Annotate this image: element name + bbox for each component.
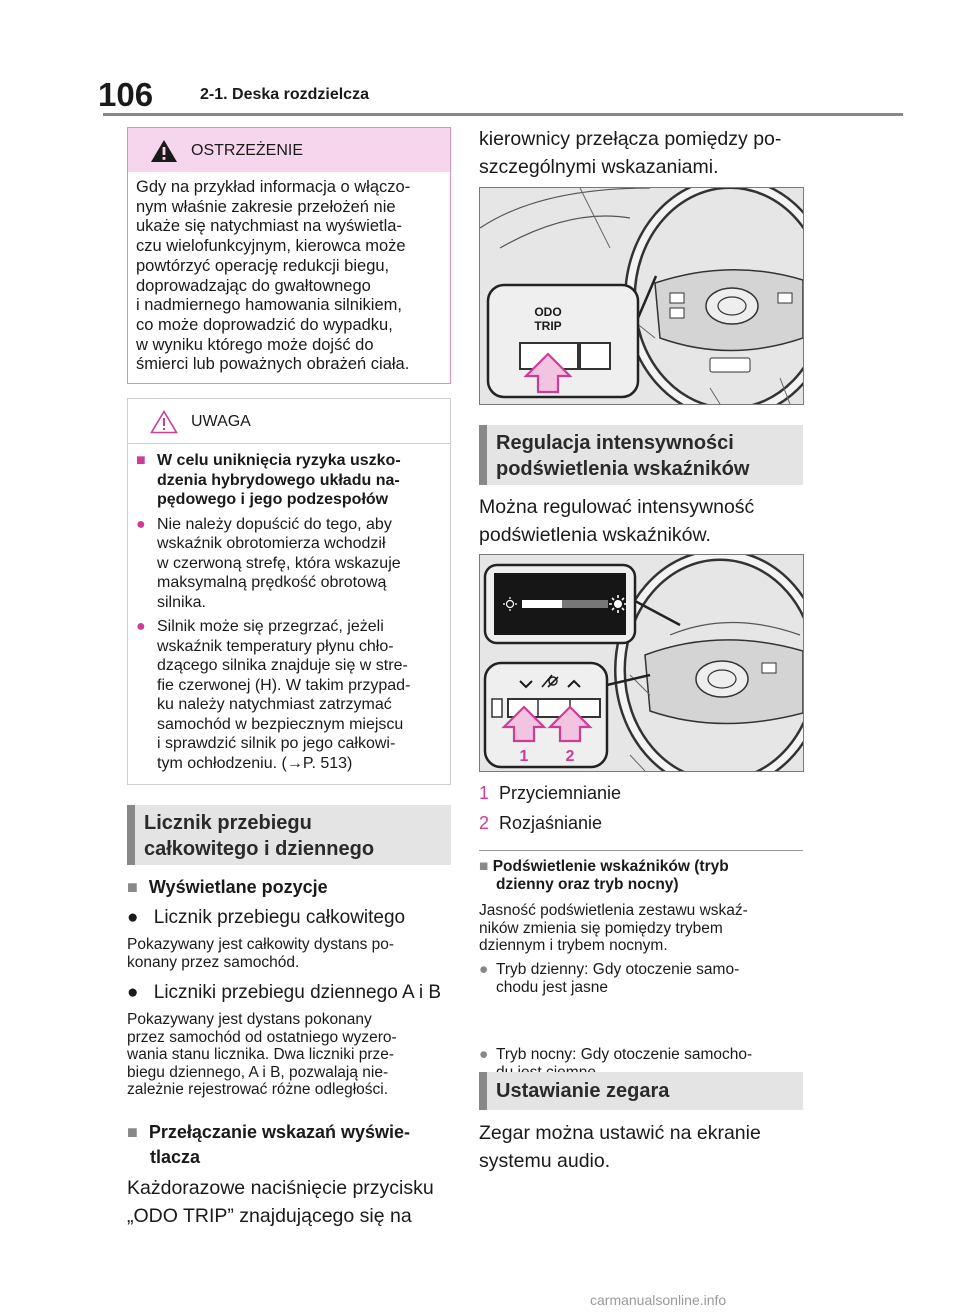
text-line: ników zmienia się pomiędzy trybem: [479, 919, 723, 937]
section-bar-brightness: [479, 425, 803, 485]
square-bullet-icon: ■: [127, 1122, 138, 1142]
legend-item-2: [479, 813, 602, 834]
trip-text: [127, 1011, 397, 1099]
caution-title: UWAGA: [191, 413, 251, 430]
text-line: Jasność podświetlenia zestawu wskaź-: [479, 902, 748, 919]
section-title: 2-1. Deska rozdzielcza: [200, 86, 369, 103]
day-night-text: [479, 902, 748, 955]
warning-line: w wyniku którego może dojść do: [136, 335, 374, 354]
square-bullet-icon: ■: [479, 858, 489, 875]
caution-line: i sprawdzić silnik po jego całkowi-: [157, 735, 396, 752]
section-bar-clock: Ustawianie zegara: [479, 1072, 803, 1110]
text-line: dziennym i trybem nocnym.: [479, 937, 668, 954]
caution-line: maksymalną prędkość obrotową: [157, 574, 387, 591]
caution-box: [127, 398, 451, 785]
switching-text: [127, 1174, 434, 1230]
section-bar-line: Licznik przebiegu: [144, 812, 312, 834]
text-line: biegu dziennego, A i B, pozwalają nie-: [127, 1063, 389, 1081]
legend-item-1: [479, 783, 621, 804]
day-mode-item: [479, 961, 960, 996]
warning-line: co może doprowadzić do wypadku,: [136, 315, 393, 334]
text-line: podświetlenia wskaźników.: [479, 524, 711, 546]
text-line: systemu audio.: [479, 1150, 611, 1172]
warning-line: śmierci lub poważnych obrażeń ciała.: [136, 355, 410, 374]
dot-bullet-icon: ●: [127, 982, 139, 1003]
text-line: Tryb nocny: Gdy otoczenie samocho-: [496, 1046, 753, 1063]
caution-line: tym ochłodzeniu. (→P. 513): [157, 754, 353, 772]
legend-text: Rozjaśnianie: [499, 813, 603, 833]
warning-line: czu wielofunkcyjnym, kierowca może: [136, 237, 406, 256]
warning-line: ukaże się natychmiast na wyświetla-: [136, 217, 402, 236]
fig-num-2: 2: [565, 748, 575, 765]
warning-line: nym właśnie zakresie przełożeń nie: [136, 197, 396, 216]
caution-heading: [136, 451, 442, 510]
brightness-text: [479, 493, 754, 549]
text-line: przez samochód od ostatniego wyzero-: [127, 1028, 397, 1046]
dot-bullet-icon: ●: [127, 907, 139, 928]
warning-triangle-icon: [150, 139, 178, 163]
text-line: Pokazywany jest dystans pokonany: [127, 1011, 372, 1028]
steering-wheel-drawing: [480, 188, 803, 404]
fig-num-1: 1: [519, 748, 529, 765]
caution-triangle-icon: [150, 410, 178, 434]
dot-bullet-icon: ●: [479, 1046, 489, 1063]
divider: [479, 850, 803, 851]
caution-line: wskaźnik temperatury płynu chło-: [157, 637, 394, 655]
caution-line: fie czerwonej (H). W takim przypad-: [157, 676, 411, 694]
odo-trip-illustration: [479, 187, 804, 405]
caution-line: silnika.: [157, 593, 206, 611]
caution-heading-line: dzenia hybrydowego układu na-: [157, 471, 400, 489]
warning-box: [127, 127, 451, 384]
dot-bullet-icon: ●: [479, 961, 489, 978]
warning-header: [128, 128, 450, 172]
clock-text: [479, 1119, 761, 1175]
brightness-illustration: [479, 554, 804, 772]
subheading-switching: ■ Przełączanie wskazań wyświe- tlacza: [127, 1122, 411, 1167]
warning-text: [128, 172, 450, 375]
odo-label-line-2: TRIP: [534, 319, 562, 333]
caution-heading-line: W celu uniknięcia ryzyka uszko-: [157, 452, 401, 469]
caution-line: ku należy natychmiast zatrzymać: [157, 696, 392, 713]
warning-line: i nadmiernego hamowania silnikiem,: [136, 296, 402, 315]
caution-header: [128, 399, 450, 444]
text-line: chodu jest jasne: [496, 978, 609, 996]
section-bar-odometer: [127, 805, 451, 865]
header-rule: [103, 113, 903, 116]
switching-text-cont: [479, 125, 781, 181]
text-line: kierownicy przełącza pomiędzy po-: [479, 128, 782, 150]
text-line: wania stanu licznika. Dwa liczniki prze-: [127, 1046, 395, 1063]
dot-bullet-icon: ●: [136, 515, 146, 533]
caution-line: wskaźnik obrotomierza wchodził: [157, 535, 386, 552]
legend-number: 2: [479, 813, 490, 833]
text-line: Pokazywany jest całkowity dystans po-: [127, 936, 395, 953]
section-bar-line: całkowitego i dziennego: [144, 838, 375, 860]
text-line: Można regulować intensywność: [479, 496, 755, 518]
text-line: Każdorazowe naciśnięcie przycisku: [127, 1177, 434, 1199]
brightness-drawing: [480, 555, 803, 771]
caution-line: Silnik może się przegrzać, jeżeli: [157, 618, 384, 635]
item-trip: ● Liczniki przebiegu dziennego A i B: [127, 982, 442, 1003]
text-line: szczególnymi wskazaniami.: [479, 156, 719, 178]
caution-bullet-1: [136, 515, 442, 613]
watermark: carmanualsonline.info: [590, 1292, 727, 1308]
caution-line: dzącego silnika znajduje się w stre-: [157, 657, 408, 674]
odometer-text: [127, 936, 394, 971]
section-bar-line: podświetlenia wskaźników: [496, 458, 750, 480]
subheading-day-night: ■ Podświetlenie wskaźników (tryb dzienny oraz tryb nocny): [479, 858, 729, 893]
legend-text: Przyciemnianie: [499, 783, 622, 803]
square-bullet-icon: ■: [127, 877, 138, 897]
section-bar-line: Regulacja intensywności: [496, 432, 734, 454]
caution-line: w czerwoną strefę, która wskazuje: [157, 554, 401, 572]
dot-bullet-icon: ●: [136, 618, 146, 635]
text-line: „ODO TRIP” znajdującego się na: [127, 1205, 412, 1227]
caution-line: Nie należy dopuścić do tego, aby: [157, 515, 392, 533]
text-line: konany przez samochód.: [127, 953, 300, 971]
page-number: 106: [98, 76, 154, 113]
caution-bullet-2: [136, 617, 442, 773]
subheading-positions: ■ Wyświetlane pozycje: [127, 877, 328, 897]
legend-number: 1: [479, 783, 490, 803]
text-line: zależnie rejestrować różne odległości.: [127, 1081, 389, 1098]
caution-heading-line: pędowego i jego podzespołów: [157, 491, 389, 508]
warning-line: powtórzyć operację redukcji biegu,: [136, 256, 390, 275]
warning-line: doprowadzając do gwałtownego: [136, 276, 371, 295]
odo-label-line-1: ODO: [534, 305, 562, 319]
text-line: Zegar można ustawić na ekranie: [479, 1122, 761, 1144]
square-bullet-icon: ■: [136, 452, 146, 469]
warning-line: Gdy na przykład informacja o włączo-: [136, 178, 411, 196]
warning-title: OSTRZEŻENIE: [191, 142, 304, 159]
item-odometer: ● Licznik przebiegu całkowitego: [127, 907, 406, 928]
caution-line: samochód w bezpiecznym miejscu: [157, 715, 404, 733]
text-line: Tryb dzienny: Gdy otoczenie samo-: [496, 961, 740, 978]
